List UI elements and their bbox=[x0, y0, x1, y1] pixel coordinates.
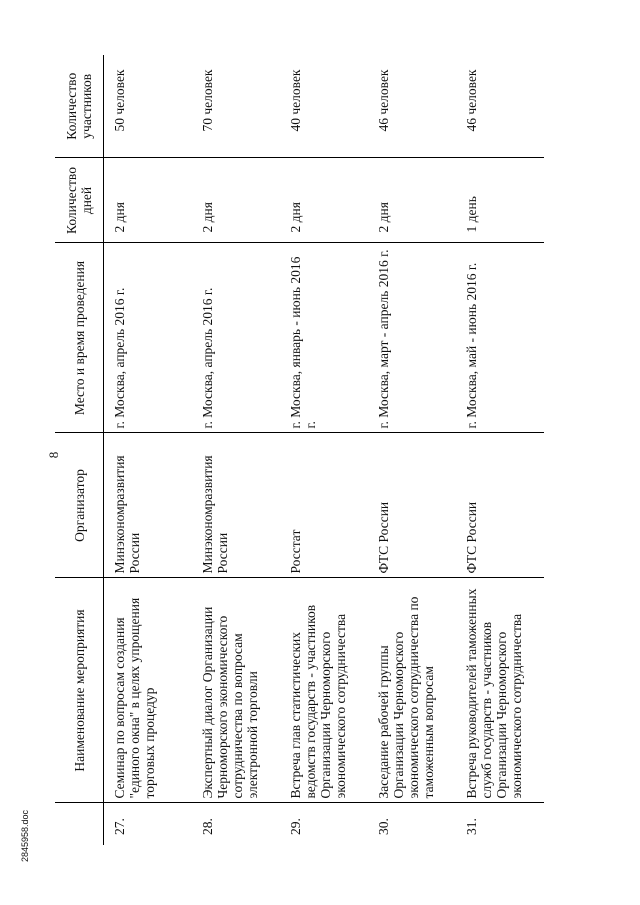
table-row bbox=[104, 55, 193, 845]
table-row bbox=[192, 55, 280, 845]
event-participants: 70 человек bbox=[192, 55, 280, 158]
rotated-page bbox=[55, 55, 590, 845]
row-number: 27. bbox=[112, 818, 127, 835]
event-place-time: г. Москва, апрель 2016 г. bbox=[104, 243, 193, 433]
event-organizer: Росстат bbox=[280, 433, 368, 578]
event-days: 2 дня bbox=[192, 158, 280, 243]
table-row bbox=[368, 55, 456, 845]
row-number: 30. bbox=[376, 818, 391, 835]
event-organizer: Минэкономразвития России bbox=[192, 433, 280, 578]
event-days: 1 день bbox=[456, 158, 544, 243]
table-row bbox=[456, 55, 544, 845]
header-name: Наименование мероприятия bbox=[55, 578, 104, 803]
row-number: 31. bbox=[464, 818, 479, 835]
event-organizer: Минэкономразвития России bbox=[104, 433, 193, 578]
event-name: Встреча руководителей таможенных служб государств - участников Организации Черноморского экономического сотрудничества bbox=[456, 578, 544, 803]
event-participants: 50 человек bbox=[104, 55, 193, 158]
event-participants: 40 человек bbox=[280, 55, 368, 158]
header-participants: Количество участников bbox=[55, 55, 104, 158]
events-table bbox=[55, 55, 544, 845]
event-name: Экспертный диалог Организации Черноморского экономического сотрудничества по вопросам электронной торговли bbox=[192, 578, 280, 803]
event-participants: 46 человек bbox=[368, 55, 456, 158]
table-header-row bbox=[55, 55, 104, 845]
row-number: 28. bbox=[200, 818, 215, 835]
event-days: 2 дня bbox=[104, 158, 193, 243]
header-number bbox=[55, 803, 104, 845]
event-place-time: г. Москва, апрель 2016 г. bbox=[192, 243, 280, 433]
row-number: 29. bbox=[288, 818, 303, 835]
event-place-time: г. Москва, март - апрель 2016 г. bbox=[368, 243, 456, 433]
event-name: Семинар по вопросам создания "единого окна" в целях упрощения торговых процедур bbox=[104, 578, 193, 803]
event-participants: 46 человек bbox=[456, 55, 544, 158]
event-days: 2 дня bbox=[368, 158, 456, 243]
event-name: Встреча глав статистических ведомств государств - участников Организации Черноморского экономического сотрудничества bbox=[280, 578, 368, 803]
header-organizer: Организатор bbox=[55, 433, 104, 578]
event-place-time: г. Москва, январь - июнь 2016 г. bbox=[280, 243, 368, 433]
event-organizer: ФТС России bbox=[456, 433, 544, 578]
page-number: 8 bbox=[46, 451, 61, 459]
event-place-time: г. Москва, май - июнь 2016 г. bbox=[456, 243, 544, 433]
footer-filename: 2845958.doc bbox=[20, 809, 30, 862]
header-place-time: Место и время проведения bbox=[55, 243, 104, 433]
event-name: Заседание рабочей группы Организации Черноморского экономического сотрудничества по таможенным вопросам bbox=[368, 578, 456, 803]
event-organizer: ФТС России bbox=[368, 433, 456, 578]
header-days: Количество дней bbox=[55, 158, 104, 243]
event-days: 2 дня bbox=[280, 158, 368, 243]
table-row bbox=[280, 55, 368, 845]
